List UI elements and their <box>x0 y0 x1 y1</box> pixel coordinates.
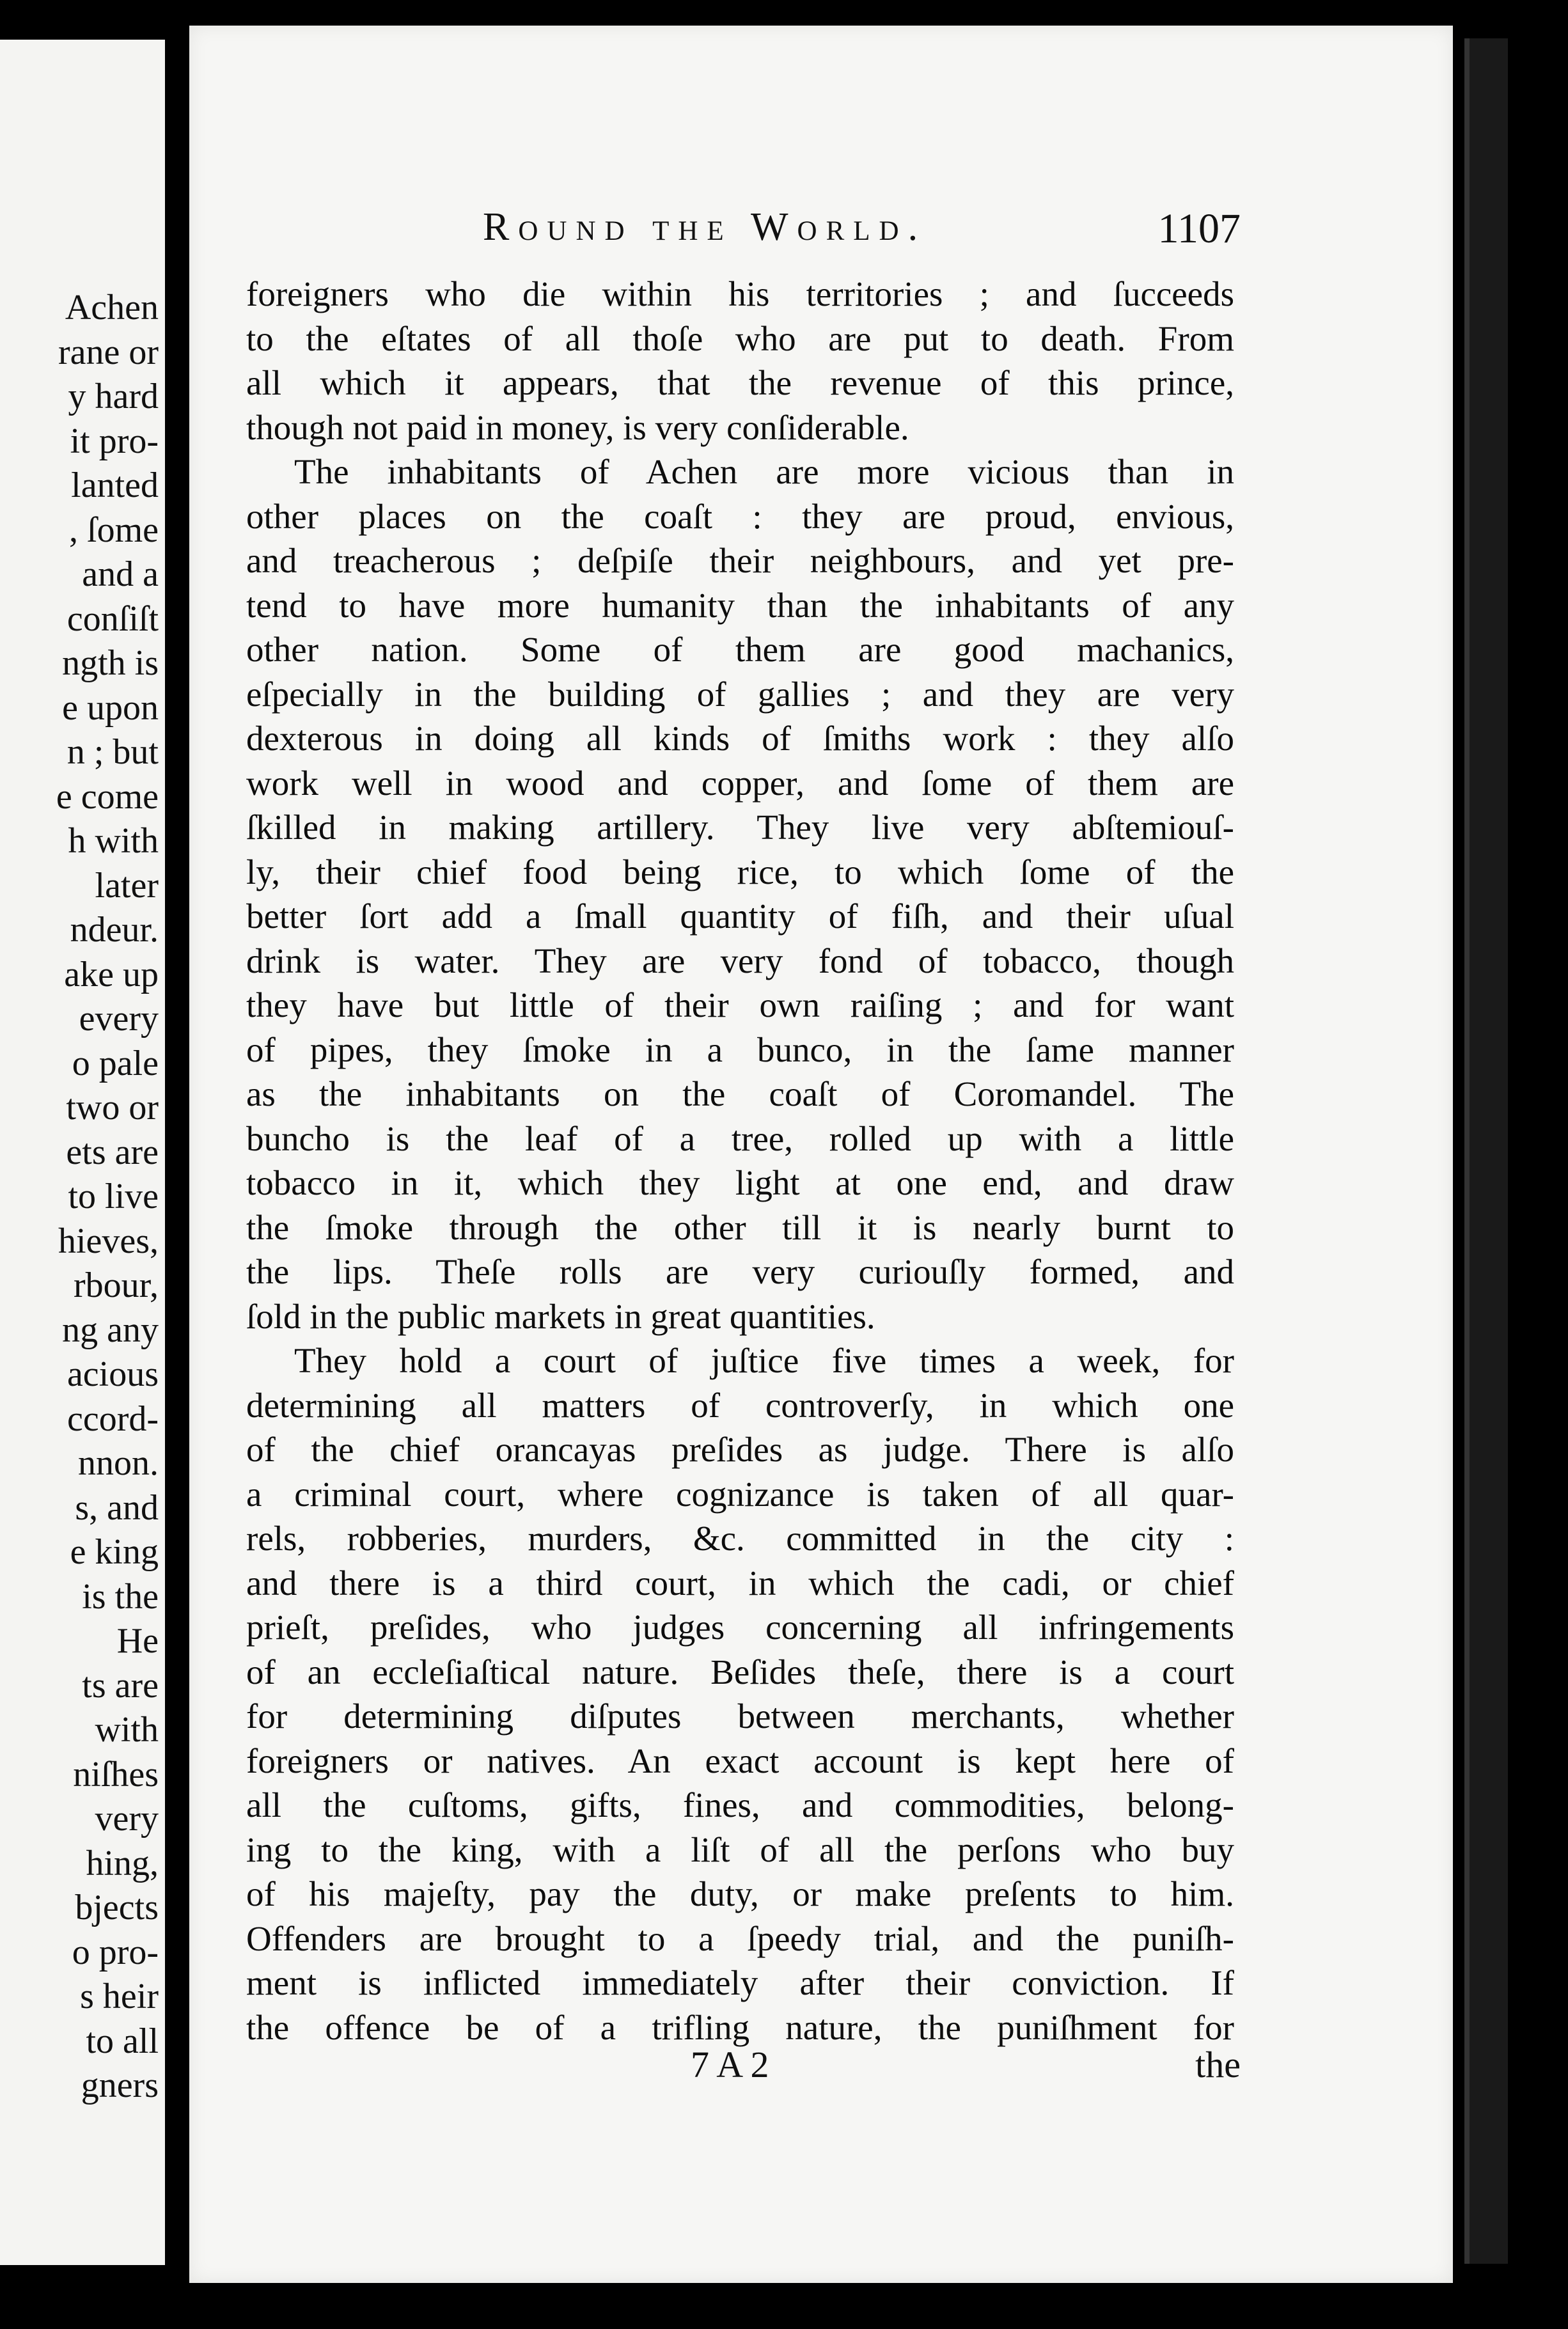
text-line: ſkilled in making artillery. They live very abſtemiouſ- <box>246 808 1234 847</box>
text-line: other nation. Some of them are good machanics, <box>246 630 1234 669</box>
text-line: better ſort add a ſmall quantity of fiſh, and their uſual <box>246 897 1234 936</box>
text-line: for determining diſputes between merchants, whether <box>246 1697 1234 1736</box>
text-line: They hold a court of juſtice five times a week, for <box>294 1341 1234 1380</box>
text-line: eſpecially in the building of gallies ; and they are very <box>246 674 1234 714</box>
left-page-line: ng any <box>62 1310 159 1350</box>
left-page-line: ndeur. <box>70 910 159 950</box>
left-page-line: ts are <box>82 1665 159 1706</box>
left-page-line: hieves, <box>58 1221 159 1261</box>
text-line: foreigners or natives. An exact account is kept here of <box>246 1741 1234 1780</box>
left-page-line: every <box>79 999 159 1039</box>
left-page-line: later <box>95 865 159 906</box>
left-page-line: n ; but <box>67 732 159 772</box>
text-line: of his majeſty, pay the duty, or make preſents to him. <box>246 1874 1234 1913</box>
page-number: 1107 <box>1157 205 1241 252</box>
text-line: foreigners who die within his territories ; and ſucceeds <box>246 274 1234 313</box>
left-page-line: two or <box>66 1088 159 1127</box>
left-page-line: it pro- <box>70 421 159 461</box>
left-page-line: h with <box>68 821 159 861</box>
left-page-line: with <box>95 1710 159 1750</box>
left-page-line: ccord- <box>67 1399 159 1439</box>
text-line: though not paid in money, is very conſiderable. <box>246 407 909 447</box>
text-line: dexterous in doing all kinds of ſmiths work : they alſo <box>246 719 1234 758</box>
left-page-line: rbour, <box>73 1266 159 1305</box>
catchword: the <box>1195 2044 1241 2085</box>
text-line: ly, their chief food being rice, to which ſome of the <box>246 852 1234 891</box>
text-line: ing to the king, with a liſt of all the perſons who buy <box>246 1830 1234 1869</box>
left-page-line: conſiſt <box>67 599 159 639</box>
text-line: determining all matters of controverſy, in which one <box>246 1385 1234 1425</box>
text-line: all the cuſtoms, gifts, fines, and commodities, belong- <box>246 1785 1234 1824</box>
running-head <box>291 205 1241 256</box>
left-page-line: e upon <box>62 687 159 728</box>
left-page-line: ake up <box>64 954 159 994</box>
text-line: all which it appears, that the revenue of this prince, <box>246 363 1234 402</box>
text-line: of an eccleſiaſtical nature. Beſides theſe, there is a court <box>246 1652 1234 1691</box>
text-line: ſold in the public markets in great quantities. <box>246 1296 875 1336</box>
left-page-line: to live <box>68 1177 159 1216</box>
left-page-line: ets are <box>66 1132 159 1172</box>
text-line: other places on the coaſt : they are proud, envious, <box>246 496 1234 536</box>
left-page-line: lanted <box>71 466 159 505</box>
left-page-line: e king <box>70 1532 159 1572</box>
left-page-line: o pale <box>72 1043 159 1083</box>
left-facing-page <box>0 40 165 2265</box>
text-line: prieſt, preſides, who judges concerning all infringements <box>246 1608 1234 1647</box>
left-page-line: , ſome <box>69 510 159 550</box>
left-page-line: and a <box>82 554 159 594</box>
left-page-line: Achen <box>65 288 159 327</box>
text-line: they have but little of their own raiſing ; and for want <box>246 985 1234 1024</box>
text-line: as the inhabitants on the coaſt of Coromandel. The <box>246 1074 1234 1113</box>
left-page-line: He <box>116 1621 159 1661</box>
left-page-text <box>56 286 159 2108</box>
text-line: the offence be of a trifling nature, the puniſhment for <box>246 2007 1234 2047</box>
left-page-line: hing, <box>86 1843 159 1883</box>
text-line: drink is water. They are very fond of tobacco, though <box>246 941 1234 980</box>
left-page-line: s, and <box>75 1487 159 1528</box>
text-line: of the chief orancayas preſides as judge. There is alſo <box>246 1430 1234 1469</box>
body-text <box>246 272 1234 2050</box>
left-page-line: nnon. <box>78 1443 159 1483</box>
text-line: work well in wood and copper, and ſome of them are <box>246 763 1234 803</box>
text-line: of pipes, they ſmoke in a bunco, in the ſame manner <box>246 1030 1234 1069</box>
text-line: rels, robberies, murders, &c. committed in the city : <box>246 1519 1234 1558</box>
text-line: and there is a third court, in which the cadi, or chief <box>246 1563 1234 1603</box>
text-line: and treacherous ; deſpiſe their neighbours, and yet pre- <box>246 541 1234 580</box>
text-line: tend to have more humanity than the inhabitants of any <box>246 585 1234 625</box>
left-page-line: o pro- <box>72 1932 159 1972</box>
left-page-line: very <box>95 1799 159 1839</box>
text-line: the lips. Theſe rolls are very curiouſly formed, and <box>246 1252 1234 1291</box>
text-line: to the eſtates of all thoſe who are put to death. From <box>246 318 1234 358</box>
left-page-line: niſhes <box>73 1754 159 1794</box>
text-line: The inhabitants of Achen are more vicious than in <box>294 452 1234 491</box>
left-page-line: e come <box>56 776 159 817</box>
left-page-line: s heir <box>80 1977 159 2016</box>
text-line: ment is inflicted immediately after their conviction. If <box>246 1963 1234 2002</box>
running-title: Round the World. <box>483 205 927 249</box>
signature-mark: 7 A 2 <box>691 2044 769 2085</box>
book-edge <box>1464 38 1508 2264</box>
left-page-line: bjects <box>75 1888 159 1927</box>
text-line: the ſmoke through the other till it is nearly burnt to <box>246 1207 1234 1247</box>
page-footer <box>246 2043 1241 2094</box>
left-page-line: is the <box>82 1576 159 1617</box>
text-line: buncho is the leaf of a tree, rolled up with a little <box>246 1118 1234 1158</box>
text-line: a criminal court, where cognizance is taken of all quar- <box>246 1474 1234 1514</box>
left-page-line: to all <box>86 2021 159 2061</box>
left-page-line: ngth is <box>62 643 159 683</box>
text-line: Offenders are brought to a ſpeedy trial, and the puniſh- <box>246 1918 1234 1958</box>
left-page-line: y hard <box>68 377 159 416</box>
left-page-line: gners <box>81 2066 159 2105</box>
left-page-line: rane or <box>58 332 159 372</box>
left-page-line: acious <box>67 1354 159 1394</box>
text-line: tobacco in it, which they light at one end, and draw <box>246 1163 1234 1202</box>
